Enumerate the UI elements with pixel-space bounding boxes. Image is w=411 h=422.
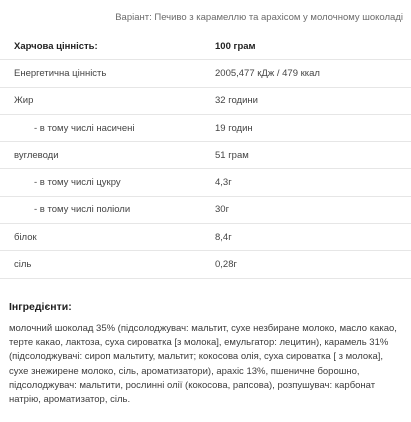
table-row-fat xyxy=(0,88,411,115)
row-value: 19 годин xyxy=(215,122,253,134)
row-value: 30г xyxy=(215,204,230,216)
ingredients-text: молочний шоколад 35% (підсолоджувач: мальтит, сухе незбиране молоко, масло какао, терте какао, лактоза, суха сироватка [з молока], емульгатор: лецитин), карамель 31% (підсолоджувачі: сироп мальтиту, мальтит; кокосова олія, суха сироватка [ з молока], сухе знежирене молоко, сіль, ароматизатори), арахіс 13%, пшеничне борошно, підсолоджувач: мальтити, рослинні олії (кокосова, рапсова), розпушувач: карбонат натрію, ароматизатор, сіль. xyxy=(9,323,397,406)
ingredients-title: Інгредієнти: xyxy=(9,301,72,313)
row-label: сіль xyxy=(14,259,32,271)
row-value: 2005,477 кДж / 479 ккал xyxy=(215,67,320,79)
row-label: Енергетична цінність xyxy=(14,67,107,79)
row-label: вуглеводи xyxy=(14,149,59,161)
table-row-sugar xyxy=(0,169,411,196)
table-row-saturated xyxy=(0,115,411,142)
row-label: білок xyxy=(14,231,37,243)
row-label: - в тому числі цукру xyxy=(34,177,121,189)
row-value: 0,28г xyxy=(215,259,237,271)
variant-label: Варіант: Печиво з карамеллю та арахісом у молочному шоколаді xyxy=(115,12,403,23)
row-label: Жир xyxy=(14,95,34,107)
nutrition-header-row xyxy=(0,33,411,60)
table-row-carbs xyxy=(0,142,411,169)
row-value: 51 грам xyxy=(215,149,249,161)
table-row-polyols xyxy=(0,197,411,224)
row-value: 4,3г xyxy=(215,177,232,189)
table-row-protein xyxy=(0,224,411,251)
row-label: - в тому числі поліоли xyxy=(34,204,131,216)
row-value: 8,4г xyxy=(215,231,232,243)
row-label: - в тому числі насичені xyxy=(34,122,135,134)
row-value: 32 години xyxy=(215,95,258,107)
table-row-salt xyxy=(0,251,411,278)
table-row-energy xyxy=(0,60,411,87)
nutrition-table xyxy=(0,33,411,279)
nutrition-header-label: Харчова цінність: xyxy=(14,40,98,52)
nutrition-header-value: 100 грам xyxy=(215,40,256,52)
